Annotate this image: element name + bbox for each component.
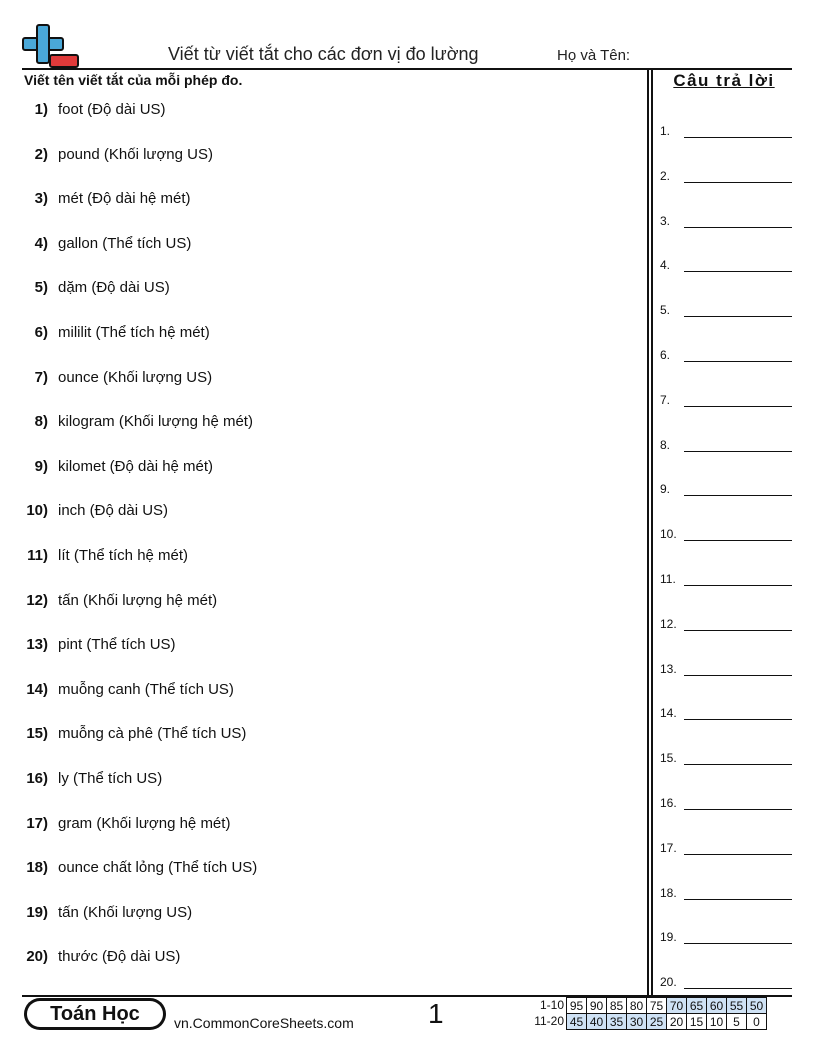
question-item — [14, 145, 634, 165]
score-cell: 70 — [667, 998, 687, 1014]
question-number: 8) — [34, 413, 48, 431]
answer-blank-line[interactable] — [684, 361, 792, 362]
score-cell: 30 — [627, 1014, 647, 1030]
answer-blank-line[interactable] — [684, 540, 792, 541]
question-text: inch (Độ dài US) — [58, 502, 169, 520]
question-number: 14) — [26, 680, 48, 698]
question-item — [14, 546, 634, 566]
answer-row — [660, 837, 792, 855]
question-item — [14, 501, 634, 521]
question-text: tấn (Khối lượng US) — [58, 903, 193, 921]
question-item — [14, 234, 634, 254]
answer-number: 2. — [660, 168, 671, 183]
question-item — [14, 323, 634, 343]
answer-blank-line[interactable] — [684, 899, 792, 900]
answer-number: 1. — [660, 124, 671, 138]
answer-number: 14. — [660, 706, 677, 721]
score-cell: 65 — [687, 998, 707, 1014]
question-text: kilomet (Độ dài hệ mét) — [58, 457, 214, 475]
question-text: thước (Độ dài US) — [58, 948, 181, 966]
answer-number: 9. — [660, 482, 671, 497]
answer-row — [660, 926, 792, 944]
answer-blank-line[interactable] — [684, 675, 792, 676]
question-text: muỗng cà phê (Thể tích US) — [58, 725, 247, 743]
answer-number: 13. — [660, 661, 677, 676]
answer-row — [660, 299, 792, 317]
question-text: ounce (Khối lượng US) — [58, 368, 213, 386]
answer-blank-line[interactable] — [684, 316, 792, 317]
question-item — [14, 680, 634, 700]
question-item — [14, 635, 634, 655]
question-text: ly (Thể tích US) — [58, 770, 163, 787]
question-item — [14, 814, 634, 834]
instructions: Viết tên viết tắt của mỗi phép đo. — [24, 72, 243, 88]
question-number: 7) — [34, 368, 48, 386]
score-cell: 5 — [727, 1014, 747, 1030]
question-item — [14, 769, 634, 789]
score-cell: 75 — [647, 998, 667, 1014]
brand-label: Toán Học — [27, 1001, 163, 1027]
question-text: gallon (Thể tích US) — [58, 234, 192, 252]
question-number: 17) — [26, 814, 48, 832]
answer-number: 6. — [660, 348, 671, 362]
question-item — [14, 100, 634, 120]
answer-row — [660, 613, 792, 631]
score-cell: 50 — [747, 998, 767, 1014]
question-text: dặm (Độ dài US) — [58, 279, 170, 297]
answer-row — [660, 434, 792, 452]
answer-number: 4. — [660, 258, 671, 273]
score-cell: 55 — [727, 998, 747, 1014]
score-cell: 80 — [627, 998, 647, 1014]
question-item — [14, 858, 634, 878]
worksheet-title: Viết từ viết tắt cho các đơn vị đo lường — [168, 44, 479, 64]
question-item — [14, 412, 634, 432]
question-number: 3) — [34, 190, 48, 208]
question-number: 15) — [26, 725, 48, 743]
question-item — [14, 947, 634, 967]
question-item — [14, 189, 634, 209]
answer-number: 8. — [660, 437, 671, 452]
answer-blank-line[interactable] — [684, 719, 792, 720]
answer-number: 11. — [660, 572, 676, 586]
answer-blank-line[interactable] — [684, 630, 792, 631]
plus-minus-logo-icon — [22, 24, 80, 70]
answer-row — [660, 971, 792, 989]
question-number: 1) — [34, 101, 48, 118]
question-number: 10) — [26, 502, 48, 520]
question-text: lít (Thể tích hệ mét) — [58, 547, 189, 564]
answer-row — [660, 120, 792, 138]
answer-row — [660, 210, 792, 228]
question-item — [14, 591, 634, 611]
answer-number: 5. — [660, 303, 671, 318]
answer-number: 12. — [660, 616, 677, 631]
question-text: tấn (Khối lượng hệ mét) — [58, 591, 218, 609]
score-grid — [566, 997, 767, 1030]
question-number: 20) — [26, 948, 48, 966]
answer-blank-line[interactable] — [684, 988, 792, 989]
answer-row — [660, 658, 792, 676]
answer-blank-line[interactable] — [684, 495, 792, 496]
answer-blank-line[interactable] — [684, 137, 792, 138]
question-number: 13) — [26, 636, 48, 654]
answer-blank-line[interactable] — [684, 451, 792, 452]
question-number: 18) — [26, 859, 48, 877]
site-url: vn.CommonCoreSheets.com — [174, 1015, 354, 1031]
question-item — [14, 724, 634, 744]
answer-number: 15. — [660, 751, 677, 766]
question-number: 2) — [34, 145, 48, 163]
question-number: 9) — [34, 457, 48, 475]
score-cell: 20 — [667, 1014, 687, 1030]
answer-blank-line[interactable] — [684, 406, 792, 407]
score-cell: 60 — [707, 998, 727, 1014]
name-label: Họ và Tên: — [557, 47, 631, 64]
answer-blank-line[interactable] — [684, 227, 792, 228]
question-text: pound (Khối lượng US) — [58, 145, 213, 163]
question-number: 11) — [27, 547, 48, 564]
question-number: 4) — [34, 234, 48, 252]
score-cell: 95 — [567, 998, 587, 1014]
question-text: mét (Độ dài hệ mét) — [58, 190, 191, 208]
answer-number: 3. — [660, 213, 671, 228]
score-cell: 45 — [567, 1014, 587, 1030]
answer-row — [660, 254, 792, 272]
score-cell: 0 — [747, 1014, 767, 1030]
answer-row — [660, 702, 792, 720]
question-text: pint (Thể tích US) — [58, 636, 176, 654]
answer-row — [660, 882, 792, 900]
answer-blank-line[interactable] — [684, 809, 792, 810]
header-divider — [22, 68, 792, 70]
question-item — [14, 457, 634, 477]
score-row — [567, 998, 767, 1014]
column-divider-left — [647, 68, 649, 996]
score-cell: 85 — [607, 998, 627, 1014]
answer-number: 7. — [660, 392, 671, 407]
score-cell: 25 — [647, 1014, 667, 1030]
score-cell: 10 — [707, 1014, 727, 1030]
answer-blank-line[interactable] — [684, 585, 792, 586]
answer-number: 20. — [660, 975, 677, 990]
page-number: 1 — [428, 998, 444, 1029]
answer-number: 17. — [660, 840, 677, 855]
score-cell: 15 — [687, 1014, 707, 1030]
brand-badge — [24, 998, 166, 1030]
question-number: 19) — [26, 903, 48, 921]
answer-key-title: Câu trả lời — [673, 71, 775, 90]
score-range-label: 11-20 — [534, 1014, 564, 1028]
answer-blank-line[interactable] — [684, 943, 792, 944]
question-text: ounce chất lỏng (Thể tích US) — [58, 859, 258, 877]
answer-number: 19. — [660, 930, 677, 945]
question-text: mililit (Thể tích hệ mét) — [58, 324, 210, 341]
answer-blank-line[interactable] — [684, 182, 792, 183]
question-number: 16) — [26, 770, 48, 787]
answer-row — [660, 389, 792, 407]
question-text: foot (Độ dài US) — [58, 101, 166, 118]
score-range-label: 1-10 — [539, 998, 564, 1012]
answer-number: 10. — [660, 527, 677, 542]
question-item — [14, 903, 634, 923]
answer-blank-line[interactable] — [684, 271, 792, 272]
question-item — [14, 368, 634, 388]
answer-row — [660, 165, 792, 183]
column-divider-right — [651, 68, 653, 996]
question-text: muỗng canh (Thể tích US) — [58, 680, 234, 698]
score-cell: 35 — [607, 1014, 627, 1030]
answer-row — [660, 344, 792, 362]
answer-row — [660, 792, 792, 810]
answer-row — [660, 568, 792, 586]
score-cell: 40 — [587, 1014, 607, 1030]
score-cell: 90 — [587, 998, 607, 1014]
answer-row — [660, 523, 792, 541]
answer-number: 16. — [660, 796, 677, 810]
answer-row — [660, 747, 792, 765]
answer-row — [660, 478, 792, 496]
question-number: 5) — [34, 279, 48, 297]
question-item — [14, 278, 634, 298]
score-row — [567, 1014, 767, 1030]
answer-blank-line[interactable] — [684, 764, 792, 765]
answer-number: 18. — [660, 885, 677, 900]
question-number: 6) — [34, 324, 48, 341]
question-number: 12) — [26, 591, 48, 609]
question-text: gram (Khối lượng hệ mét) — [58, 814, 231, 832]
question-text: kilogram (Khối lượng hệ mét) — [58, 413, 253, 431]
answer-blank-line[interactable] — [684, 854, 792, 855]
